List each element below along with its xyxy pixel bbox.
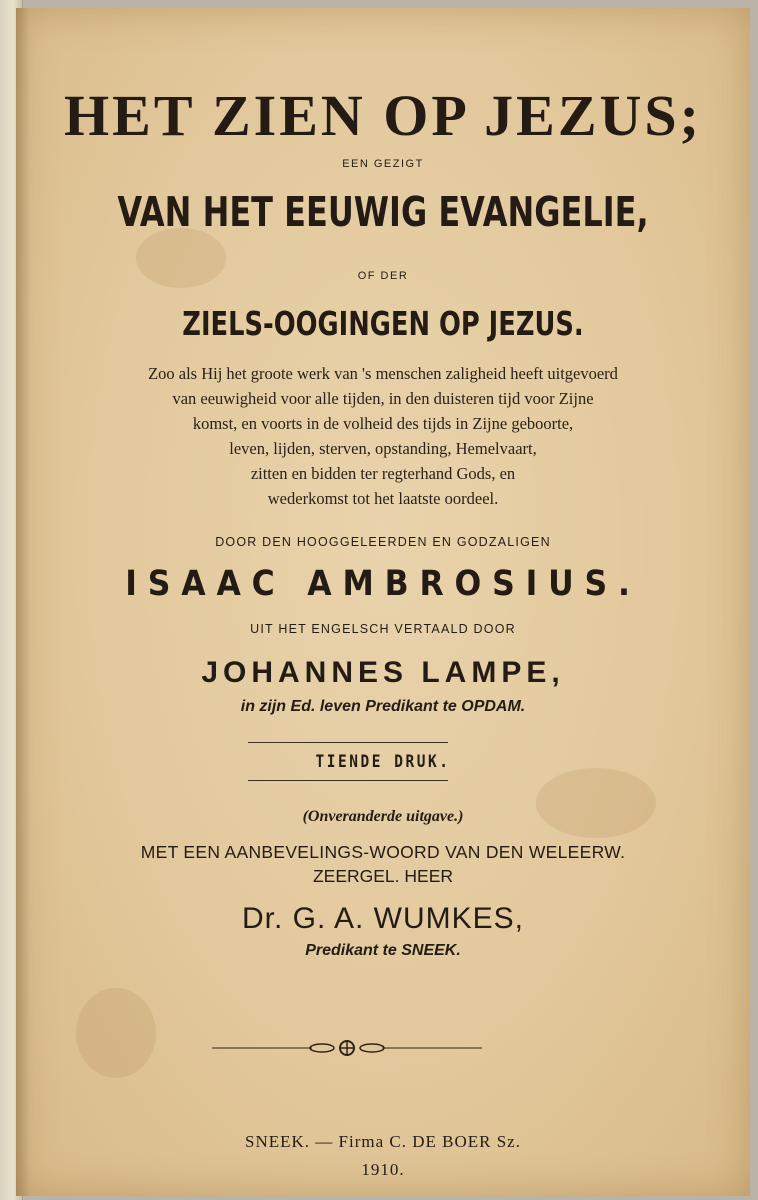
recommender-name: Dr. G. A. WUMKES, bbox=[241, 902, 525, 935]
description-line: zitten en bidden ter regterhand Gods, en bbox=[250, 464, 516, 483]
translated-by: UIT HET ENGELSCH VERTAALD DOOR bbox=[250, 622, 516, 636]
translator-place: in zijn Ed. leven Predikant te OPDAM. bbox=[240, 698, 526, 715]
connector-of-der: OF DER bbox=[357, 270, 409, 282]
paper-stain bbox=[76, 988, 156, 1078]
recommendation-line-1: MET EEN AANBEVELINGS-WOORD VAN DEN WELEERW. bbox=[140, 842, 626, 862]
edition-rule-bottom bbox=[248, 780, 448, 781]
ornament-divider bbox=[212, 1036, 482, 1060]
edition: TIENDE DRUK. bbox=[315, 752, 451, 772]
author-intro: DOOR DEN HOOGGELEERDEN EN GODZALIGEN bbox=[215, 535, 551, 549]
translator-name: JOHANNES LAMPE, bbox=[201, 656, 565, 689]
title-line-1: HET ZIEN OP JEZUS; bbox=[64, 83, 702, 148]
author-name: ISAAC AMBROSIUS. bbox=[125, 564, 641, 604]
paper-stain bbox=[536, 768, 656, 838]
title-line-2: VAN HET EEUWIG EVANGELIE, bbox=[117, 188, 649, 236]
edition-rule-top bbox=[248, 742, 448, 743]
publication-year: 1910. bbox=[361, 1160, 405, 1179]
recommendation-line-2: ZEERGEL. HEER bbox=[312, 866, 454, 886]
imprint: SNEEK. — Firma C. DE BOER Sz. bbox=[245, 1132, 521, 1151]
recommender-place: Predikant te SNEEK. bbox=[305, 942, 461, 959]
description-line: van eeuwigheid voor alle tijden, in den duisteren tijd voor Zijne bbox=[172, 389, 594, 408]
description-line: leven, lijden, sterven, opstanding, Hemelvaart, bbox=[229, 439, 537, 458]
description-line: komst, en voorts in de volheid des tijds in Zijne geboorte, bbox=[192, 414, 574, 433]
edition-note: (Onveranderde uitgave.) bbox=[302, 808, 464, 825]
title-line-3: ZIELS-OOGINGEN OP JEZUS. bbox=[182, 304, 584, 343]
description-line: Zoo als Hij het groote werk van 's menschen zaligheid heeft uitgevoerd bbox=[148, 364, 618, 383]
description-line: wederkomst tot het laatste oordeel. bbox=[267, 489, 499, 508]
connector-een-gezigt: EEN GEZIGT bbox=[342, 158, 424, 170]
title-page bbox=[16, 8, 750, 1196]
spine-shadow bbox=[16, 8, 30, 1196]
